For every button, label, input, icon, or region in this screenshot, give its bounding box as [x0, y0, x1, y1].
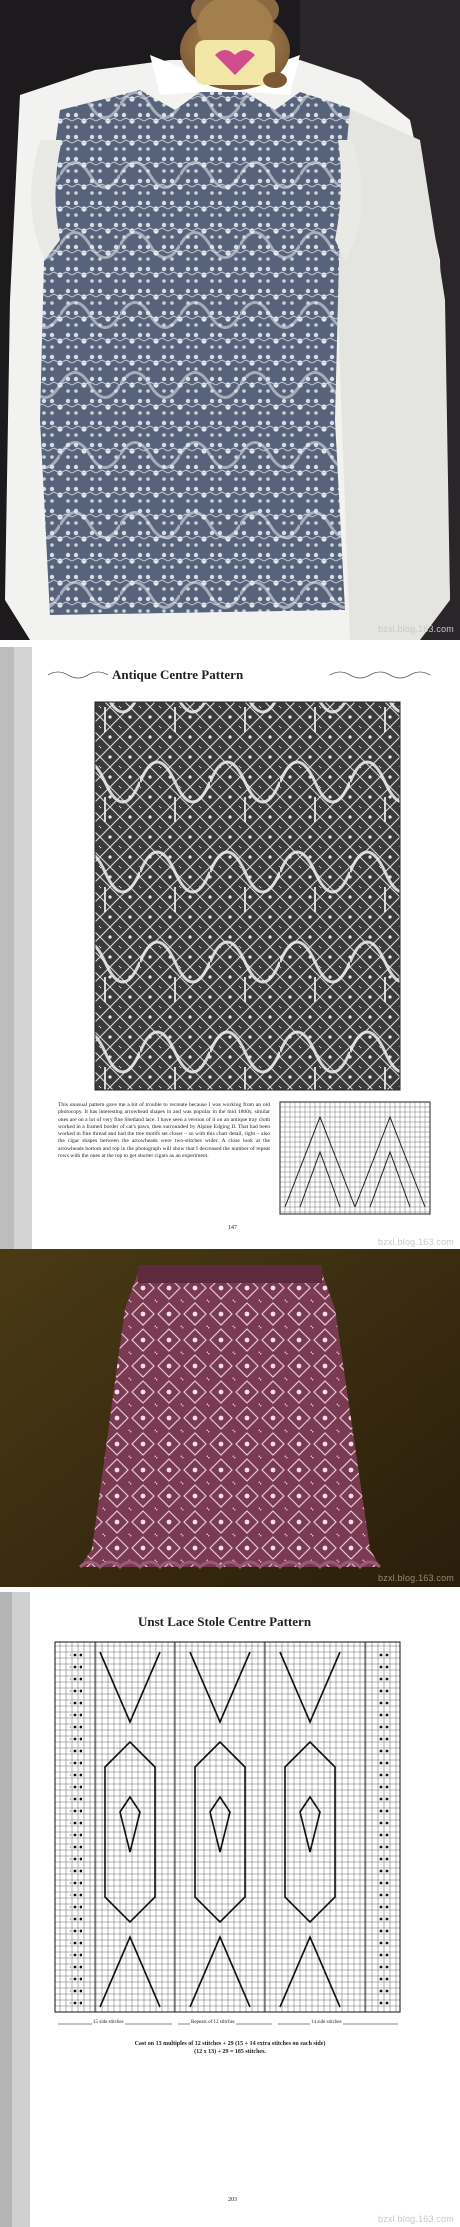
unst-chart-art [0, 1592, 460, 2227]
cast-on-line-2: (12 x 13) + 29 = 185 stitches. [194, 2049, 266, 2055]
vest-photo-panel [0, 0, 460, 640]
label-repeat-stitches: Repeats of 12 stitches [191, 2020, 235, 2025]
label-right-side-stitches: 14 side stitches [311, 2020, 342, 2025]
lace-skirt-photo [0, 1249, 460, 1587]
watermark: bzxl.blog.163.com [378, 624, 454, 634]
page-number: 147 [228, 1225, 237, 1231]
watermark: bzxl.blog.163.com [378, 2214, 454, 2224]
cast-on-line-1: Cast on 13 multiples of 12 stitches + 29 (15 + 14 extra stitches on each side) [134, 2041, 326, 2047]
page-title: Antique Centre Pattern [112, 667, 244, 682]
page-number: 203 [228, 2197, 237, 2203]
skirt-photo-panel [0, 1249, 460, 1587]
lace-vest-photo [0, 0, 460, 640]
cast-on-instructions [60, 2040, 400, 2056]
watermark: bzxl.blog.163.com [378, 1573, 454, 1583]
unst-pattern-page [0, 1592, 460, 2227]
label-left-side-stitches: 15 side stitches [93, 2020, 124, 2025]
pattern-description: This unusual pattern gave me a bit of trouble to recreate because I was working from an old photocopy. It has interesting arrowhead shapes in and was popular in the mid 1800s, similar ones are on a lot of very fine Shetland lace. I have seen a version of it on an antique tray cloth worked in a framed border of cat's paws, then surrounded by Alpine Edging II. That had been worked in fine thread and had the tree motifs set closer – so with this chart detail, right – also the cigar shapes between the arrowheads were two-stitches wider. A close look at the arrowheads bottom and top in the photograph will show that I decreased the number of repeat rows with the ones at the top to get shorter cigars as an experiment. [58, 1102, 270, 1160]
antique-pattern-page [0, 647, 460, 1249]
watermark: bzxl.blog.163.com [378, 1237, 454, 1247]
teddy-bear [180, 0, 290, 90]
page-title: Unst Lace Stole Centre Pattern [138, 1614, 312, 1629]
